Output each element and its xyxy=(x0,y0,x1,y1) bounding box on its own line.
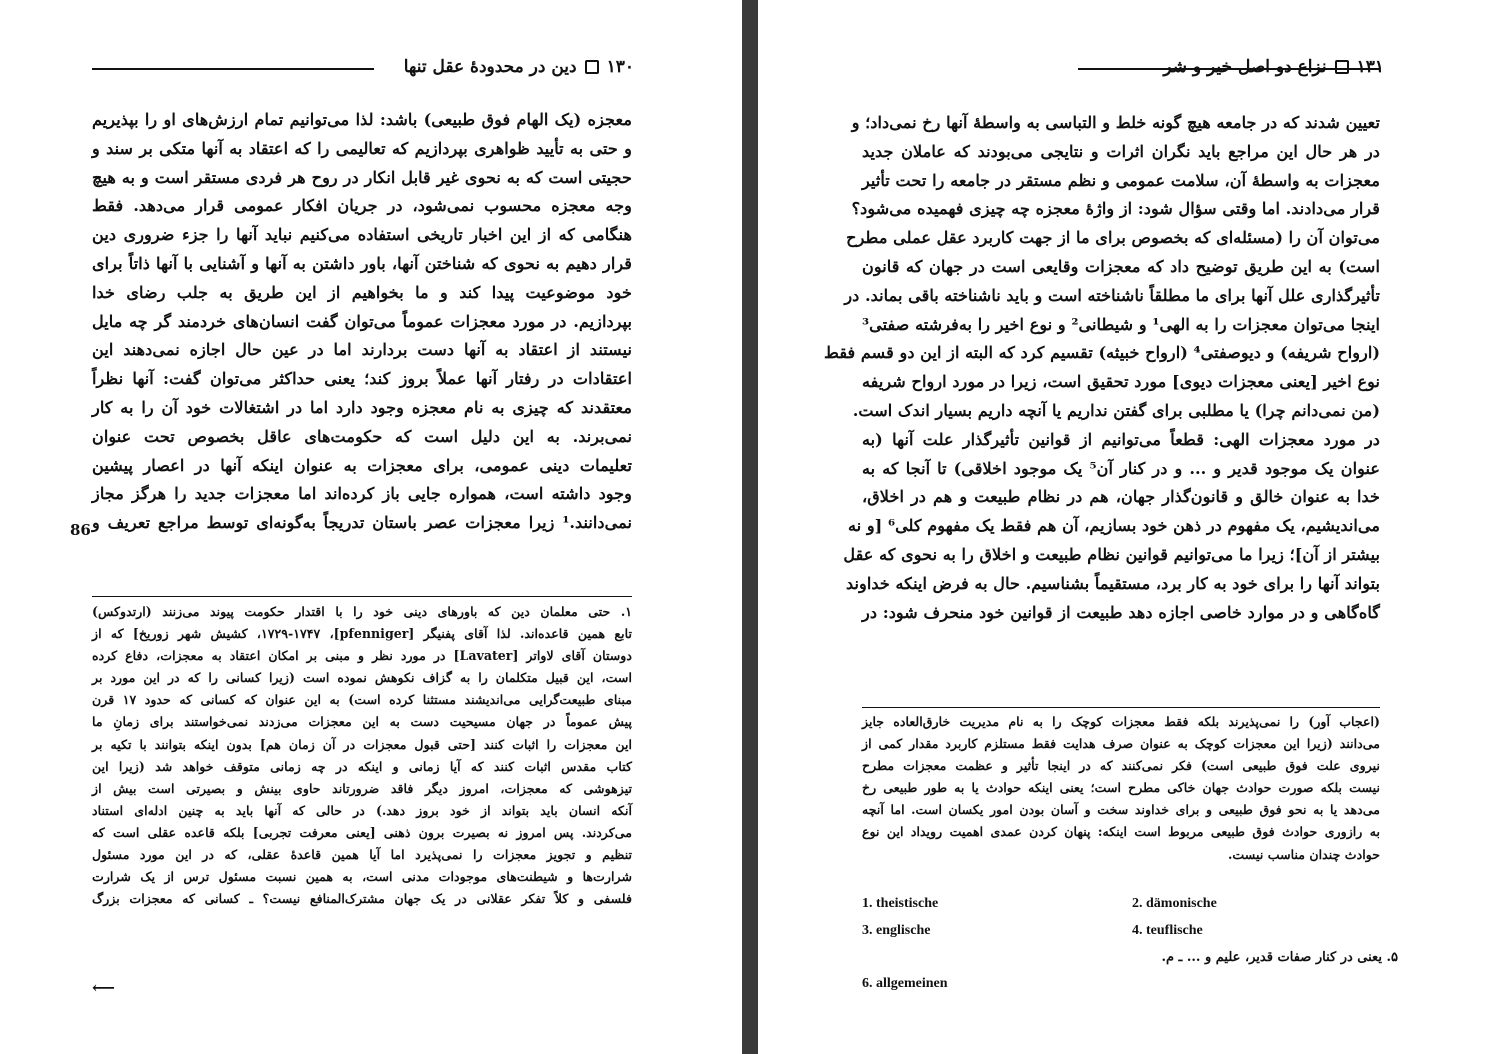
right-running-title: نزاع دو اصل خیر و شر xyxy=(1163,57,1327,77)
text-line: گاه‌گاهی و در موارد خاصی اجازه دهد طبیعت از قوانین خود منحرف شود: در xyxy=(862,602,1380,622)
footnote-line: پیش عموماً در جهان مسیحیت دست به این معجزات می‌زدند نمی‌خواستند برای زمانِ ما xyxy=(92,714,632,730)
gloss-theistische: 1. theistische xyxy=(862,896,939,911)
right-page xyxy=(758,0,1502,1054)
header-square-icon xyxy=(585,60,599,74)
footnote-line: می‌دهد یا به نحو فوق طبیعی و برای خداوند سخت و آسان بودن امور یکسان است. اما آنچه xyxy=(862,802,1380,818)
text-line: خود موضوعیت پیدا کند و ما بخواهیم از این طریق به جلب رضای خدا xyxy=(92,282,632,302)
text-line: عنوان یک موجود قدیر و ... و در کنار آن⁵ یک موجود اخلاقی) تا آنجا که به xyxy=(862,458,1380,478)
text-line: بیشتر از آن]؛ زیرا ما می‌توانیم قوانین نظام طبیعت و اخلاق را به نحوی که عقل xyxy=(843,544,1380,564)
gloss-allgemeinen: 6. allgemeinen xyxy=(862,976,948,991)
text-line: بتواند آنها را برای خود به کار برد، مستقیماً بشناسیم. حال به فرض اینکه خداوند xyxy=(846,573,1380,593)
text-line: معجزه (یک الهام فوق طبیعی) باشد: لذا می‌توانیم تمام ارزش‌های او را بپذیریم xyxy=(92,110,632,129)
footnote-line: می‌دانند (زیرا این معجزات کوچک به عنوان صرف هدایت فقط مستلزم کاربرد مقدار کمی از xyxy=(862,736,1380,752)
footnote-line: تیزهوشی که معجزات، امروز دیگر فاقد ضرورتاند حاوی بینش و بصیرتی است بیش از xyxy=(92,780,632,796)
text-line: اینجا می‌توان معجزات را به الهی¹ و شیطانی² و نوع اخیر را به‌فرشته صفتی³ xyxy=(862,314,1380,334)
text-line: (ارواح شریفه) و دیوصفتی⁴ (ارواح خبیثه) تقسیم کرد که البته از این دو قسم فقط xyxy=(823,343,1380,363)
text-line: تعلیمات دینی عمومی، برای معجزات به عنوان اینکه آنها در اعصار پیشین xyxy=(92,455,632,475)
footnote-line: نیروی علت فوق طبیعی است) فکر نمی‌کنند که در اینجا تأثیر و عظمت معجزات مطرح xyxy=(862,758,1380,774)
text-line: و حتی به تأیید ظواهری بپردازیم که تعالیمی را که اعتقاد به آنها متکی بر سند و xyxy=(92,138,632,158)
footnote-line: فلسفی و کلاً تفکر عقلانی در یک جهان مشترک‌المنافع نیست؟ ـ کسانی که معجزات بزرگ xyxy=(92,891,632,907)
footnote-line: تنظیم و تجویز معجزات را نمی‌پذیرد اما آیا همین قاعدهٔ عقلی، که در این مورد مسئول xyxy=(92,847,632,863)
text-line: معجزات به واسطهٔ آن، سلامت عمومی و نظم مستقر در جامعه را تحت تأثیر xyxy=(862,170,1380,190)
right-running-head xyxy=(1163,52,1384,82)
footnote-line: است، این قبیل متکلمان را به گزاف نکوهش نموده است (زیرا کسانی را که در این مورد بر xyxy=(92,670,632,686)
footnote-line: شرارت‌ها و شیطنت‌های موجودات مدنی است، به همین نسبت مسئول ترس از یک شرارت xyxy=(92,869,632,885)
text-line: در هر حال این مراجع باید نگران اثرات و نتایجی می‌بودند که عاملان جدید xyxy=(862,141,1380,161)
left-footnote-rule xyxy=(92,596,632,597)
right-footnote-rule xyxy=(862,707,1380,708)
text-line: نوع اخیر [یعنی معجزات دیوی] مورد تحقیق است، زیرا در مورد ارواح شریفه xyxy=(862,372,1380,392)
text-line: وجود داشته است، همواره جایی باز کرده‌اند اما معجزات جدید را هرگز مجاز xyxy=(92,484,632,504)
left-page-number: ۱۳۰ xyxy=(606,57,634,77)
text-line: بپردازیم. در مورد معجزات عموماً می‌توان گفت انسان‌های خردمند گر چه مایل xyxy=(92,311,632,331)
text-line: قرار می‌دادند. اما وقتی سؤال شود: از واژهٔ معجزه چه چیزی فهمیده می‌شود؟ xyxy=(851,199,1380,219)
gloss-teuflische: 4. teuflische xyxy=(1132,923,1203,938)
text-line: خدا به عنوان خالق و قانون‌گذار جهان، هم در نظام طبیعت و هم در اخلاق، xyxy=(862,487,1380,507)
margin-reference-number: 86 xyxy=(70,521,91,539)
footnote-line: مبنای طبیعت‌گرایی می‌اندیشند مستثنا کرده است) به این عنوان که کسانی که حدود ۱۷ قرن xyxy=(92,692,632,708)
gloss-englische: 3. englische xyxy=(862,923,931,938)
text-line: حجیتی است که به نحوی غیر قابل انکار در روح هر فردی مستقر است و به هیچ xyxy=(92,167,632,187)
left-body-text xyxy=(92,106,632,538)
left-running-title: دین در محدودهٔ عقل تنها xyxy=(403,57,577,77)
text-line: (من نمی‌دانم چرا) یا مطلبی برای گفتن نداریم یا آنچه داریم بسیار اندک است. xyxy=(852,400,1380,420)
left-header-rule xyxy=(92,68,374,70)
text-line: نمی‌برند. به این دلیل است که حکومت‌های عاقل بخصوص تحت عنوان xyxy=(92,426,632,446)
left-page xyxy=(0,0,742,1054)
text-line: است) به این طریق توضیح داد که معجزات وقایعی است در جهان که قانون xyxy=(862,256,1380,276)
right-footnotes xyxy=(862,711,1380,866)
footnote-line: به رازوری حوادث فوق طبیعی مربوط است اینکه: پنهان کردن عمدی اهمیت رویداد این نوع xyxy=(862,824,1380,840)
footnote-line: ۱. حتی معلمان دین که باورهای دینی خود را با اقتدار حکومت پیوند می‌زنند (ارتدوکس) xyxy=(92,604,632,619)
text-line: در مورد معجزات الهی: قطعاً می‌توانیم از قوانین تأثیرگذار علت آنها (به xyxy=(862,429,1380,449)
footnote-line: نیست بلکه صورت حوادث جهان خاکی مطرح است؛ یعنی اینکه حوادث یا به طور طبیعی رخ xyxy=(862,780,1380,796)
footnote-line: (اعجاب آور) را نمی‌پذیرند بلکه فقط معجزات کوچک را به نام مدیریت خارق‌العاده جایز xyxy=(862,714,1380,729)
right-body-text xyxy=(823,109,1380,627)
text-line: قرار دهیم به نحوی که شناختن آنها، باور داشتن به آنها و آشنایی با آنها ذاتاً برای xyxy=(92,253,632,273)
right-header-rule xyxy=(1078,68,1380,70)
footnote-line: کتاب مقدس اثبات کنند که آیا زمانی و اینکه در چه زمانی متوقف خواهد شد (زیرا این xyxy=(92,758,632,774)
text-line: اعتقادات در رفتار آنها عملاً بروز کند؛ یعنی حداکثر می‌توان گفت: آنها نظراً xyxy=(92,369,632,389)
text-line: نیستند از اعتقاد به آنها دست بردارند اما در عین حال اجازه نمی‌دهند این xyxy=(92,340,632,360)
footnote-line: حوادث چندان مناسب نیست. xyxy=(1228,846,1380,862)
text-line: تأثیرگذاری علل آنها برای ما مطلقاً ناشناخته است و باید ناشناخته باقی بماند. در xyxy=(844,285,1380,305)
footnote-line: آنکه انسان باید بتواند از خود بروز دهد.) در حالی که آنها باید به چنین ادله‌ای استناد xyxy=(92,802,632,818)
left-footnotes xyxy=(92,601,632,910)
gloss-damonische: 2. dämonische xyxy=(1132,896,1217,911)
text-line: می‌توان آن را (مسئله‌ای که بخصوص برای ما از جهت کاربرد عقل عملی مطرح xyxy=(846,228,1380,248)
footnote-line: دوستان آقای لاواتر [Lavater] در مورد نظر و مبنی بر امکان اعتقاد به معجزات، دفاع کرده xyxy=(92,648,632,664)
footnote-line: می‌کردند. پس امروز نه بصیرت برون ذهنی [یعنی معرفت تجربی] بلکه قاعده عقلی است که xyxy=(92,824,632,840)
text-line: هنگامی که از این اخبار تاریخی استفاده می‌کنیم نباید آنها را جزء ضروری دین xyxy=(92,225,632,245)
right-page-number: ۱۳۱ xyxy=(1356,57,1384,77)
header-square-icon xyxy=(1335,60,1349,74)
left-running-head xyxy=(404,52,634,82)
text-line: نمی‌دانند.¹ زیرا معجزات عصر باستان تدریجاً به‌گونه‌ای توسط مراجع تعریف و xyxy=(92,513,632,533)
translator-note-5: ۵. یعنی در کنار صفات قدیر، علیم و ... ـ م. xyxy=(1161,950,1398,965)
text-line: می‌اندیشیم، یک مفهوم در ذهن خود بسازیم، آن هم فقط یک مفهوم کلی⁶ [و نه xyxy=(848,516,1380,536)
continuation-arrow-icon: ⟵ xyxy=(92,978,115,997)
text-line: وجه معجزه محسوب نمی‌شود، در جریان افکار عمومی قرار می‌دهد. فقط xyxy=(92,196,632,216)
text-line: تعیین شدند که در جامعه هیچ گونه خلط و التباسی به واسطهٔ آنها رخ نمی‌داد؛ و xyxy=(851,113,1380,132)
footnote-line: این معجزات را اثبات کنند [حتی قبول معجزات در آن زمان هم] بدون اینکه بتوانند با تکیه بر xyxy=(92,736,632,752)
text-line: معتقدند که چیزی به نام معجزه وجود دارد اما در اشتغالات خود آن را به کار xyxy=(92,397,632,417)
footnote-line: تابع همین قاعده‌اند. لذا آقای پفنیگر [pfenniger]، ۱۷۲۹-۱۷۴۷، کشیش شهر زوریخ] که از xyxy=(92,626,632,642)
book-gutter xyxy=(742,0,758,1054)
